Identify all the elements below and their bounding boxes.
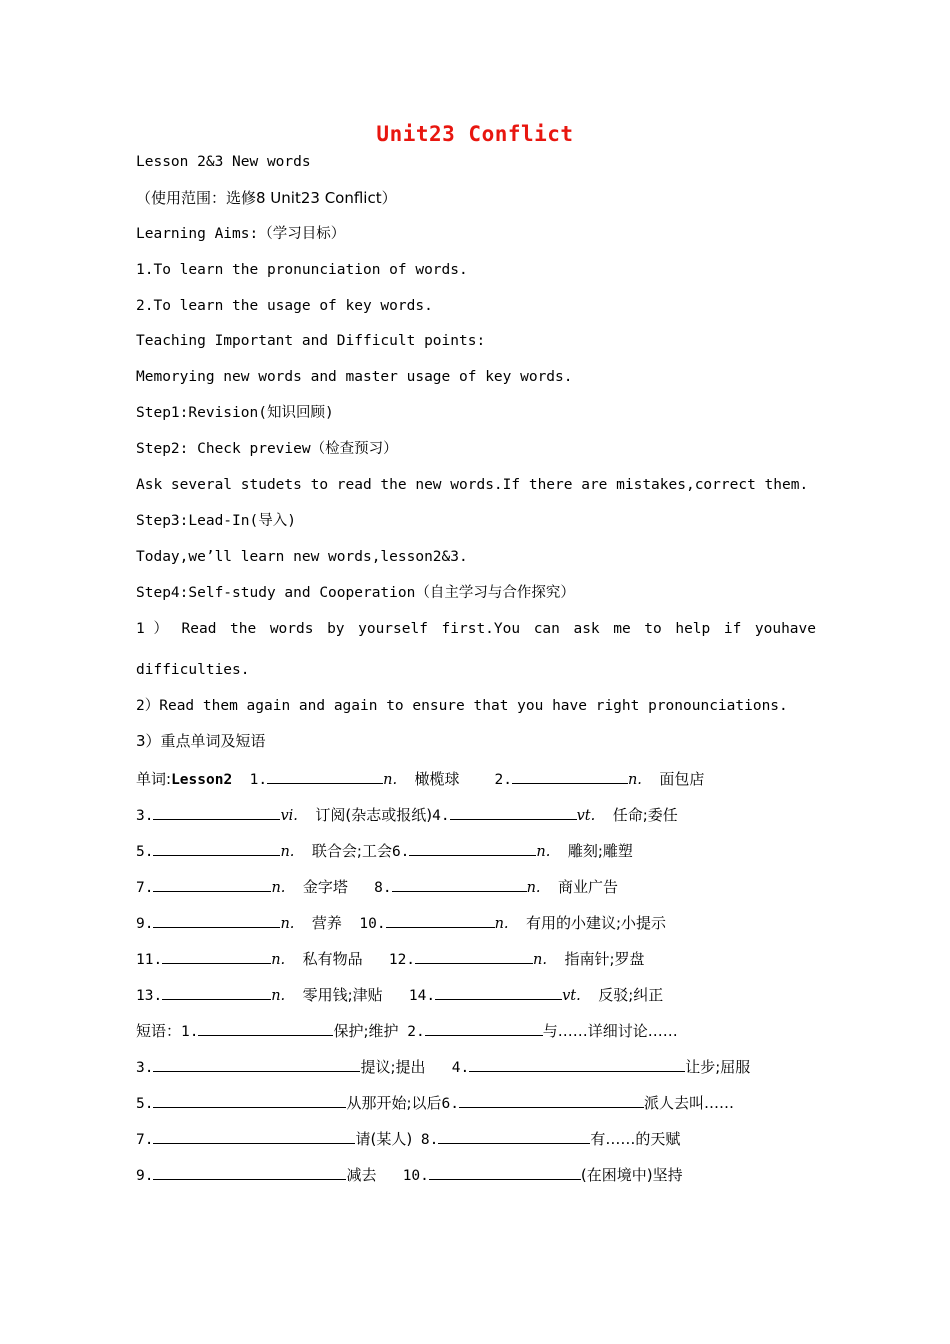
blank-word-11[interactable] (162, 947, 271, 964)
item-1-word: help (675, 621, 711, 637)
step-2-instruction: Ask several studets to read the new words.If there are mistakes,correct them. (136, 477, 809, 493)
blank-phrase-4[interactable] (469, 1055, 685, 1072)
step-2: Step2: Check preview（检查预习） (136, 441, 398, 457)
step-4: Step4:Self-study and Cooperation（自主学习与合作探究） (136, 585, 575, 601)
blank-word-14[interactable] (435, 983, 562, 1000)
blank-word-1[interactable] (267, 767, 383, 784)
item-1-word: words (269, 621, 314, 637)
blank-word-12[interactable] (415, 947, 533, 964)
item-1-continuation: difficulties. (136, 662, 250, 678)
phrases-row-3: 5. 从那开始;以后6. 派人去叫…… (136, 1091, 734, 1114)
blank-phrase-9[interactable] (153, 1163, 346, 1180)
blank-word-7[interactable] (153, 875, 271, 892)
aims-heading: Learning Aims:（学习目标） (136, 226, 346, 242)
blank-phrase-10[interactable] (429, 1163, 581, 1180)
document-title: Unit23 Conflict (376, 122, 574, 146)
blank-word-8[interactable] (392, 875, 527, 892)
phrases-label: 短语： (136, 1022, 182, 1040)
item-1-word: 1 ） (136, 621, 168, 637)
step-3: Step3:Lead-In(导入) (136, 513, 296, 529)
blank-word-5[interactable] (153, 839, 280, 856)
words-row-5: 9. n. 营养 10. n. 有用的小建议;小提示 (136, 911, 666, 934)
blank-phrase-3[interactable] (153, 1055, 360, 1072)
lesson-subtitle: Lesson 2&3 New words (136, 154, 311, 170)
blank-phrase-2[interactable] (425, 1019, 543, 1036)
words-row-1: 单词:Lesson2 1. n. 橄榄球 2. n. 面包店 (136, 767, 704, 790)
blank-word-4[interactable] (450, 803, 577, 820)
words-row-4: 7. n. 金字塔 8. n. 商业广告 (136, 875, 618, 898)
words-row-2: 3. vi. 订阅(杂志或报纸)4. vt. 任命;委任 (136, 803, 678, 826)
blank-phrase-1[interactable] (198, 1019, 333, 1036)
blank-phrase-7[interactable] (153, 1127, 355, 1144)
blank-word-3[interactable] (153, 803, 280, 820)
usage-range: （使用范围：选修8 Unit23 Conflict） (136, 189, 397, 207)
blank-word-13[interactable] (162, 983, 271, 1000)
blank-word-10[interactable] (386, 911, 495, 928)
blank-phrase-8[interactable] (438, 1127, 590, 1144)
item-1-word: youhave (754, 621, 816, 637)
aim-2: 2.To learn the usage of key words. (136, 298, 433, 314)
phrases-row-4: 7. 请(某人) 8. 有……的天赋 (136, 1127, 680, 1150)
phrases-row-5: 9. 减去 10. (在困境中)坚持 (136, 1163, 683, 1186)
blank-phrase-6[interactable] (459, 1091, 644, 1108)
item-3: 3）重点单词及短语 (136, 732, 266, 750)
item-1-word: yourself (358, 621, 428, 637)
item-1-line (136, 619, 816, 639)
item-1-word: Read (181, 621, 217, 637)
item-1-word: to (644, 621, 662, 637)
teaching-points-text: Memorying new words and master usage of key words. (136, 369, 573, 385)
words-row-3: 5. n. 联合会;工会6. n. 雕刻;雕塑 (136, 839, 633, 862)
lesson-label: Lesson2 (171, 772, 233, 788)
blank-phrase-5[interactable] (153, 1091, 346, 1108)
aim-1: 1.To learn the pronunciation of words. (136, 262, 468, 278)
item-1-word: by (327, 621, 345, 637)
item-1-word: first.You (441, 621, 521, 637)
item-1-word: me (613, 621, 631, 637)
item-2: 2）Read them again and again to ensure that you have right pronounciations. (136, 698, 788, 714)
teaching-points-heading: Teaching Important and Difficult points: (136, 333, 486, 349)
item-1-word: can (533, 621, 560, 637)
blank-word-2[interactable] (512, 767, 628, 784)
blank-word-6[interactable] (409, 839, 536, 856)
words-label: 单词: (136, 770, 172, 788)
words-row-7: 13. n. 零用钱;津贴 14. vt. 反驳;纠正 (136, 983, 663, 1006)
item-1-word: the (230, 621, 257, 637)
phrases-row-1: 短语：1. 保护;维护 2. 与……详细讨论…… (136, 1019, 678, 1042)
words-row-6: 11. n. 私有物品 12. n. 指南针;罗盘 (136, 947, 645, 970)
item-1-word: ask (573, 621, 600, 637)
phrases-row-2: 3. 提议;提出 4. 让步;屈服 (136, 1055, 750, 1078)
item-1-word: if (723, 621, 742, 637)
step-1: Step1:Revision(知识回顾) (136, 405, 334, 421)
lead-in-text: Today,we’ll learn new words,lesson2&3. (136, 549, 468, 565)
blank-word-9[interactable] (153, 911, 280, 928)
